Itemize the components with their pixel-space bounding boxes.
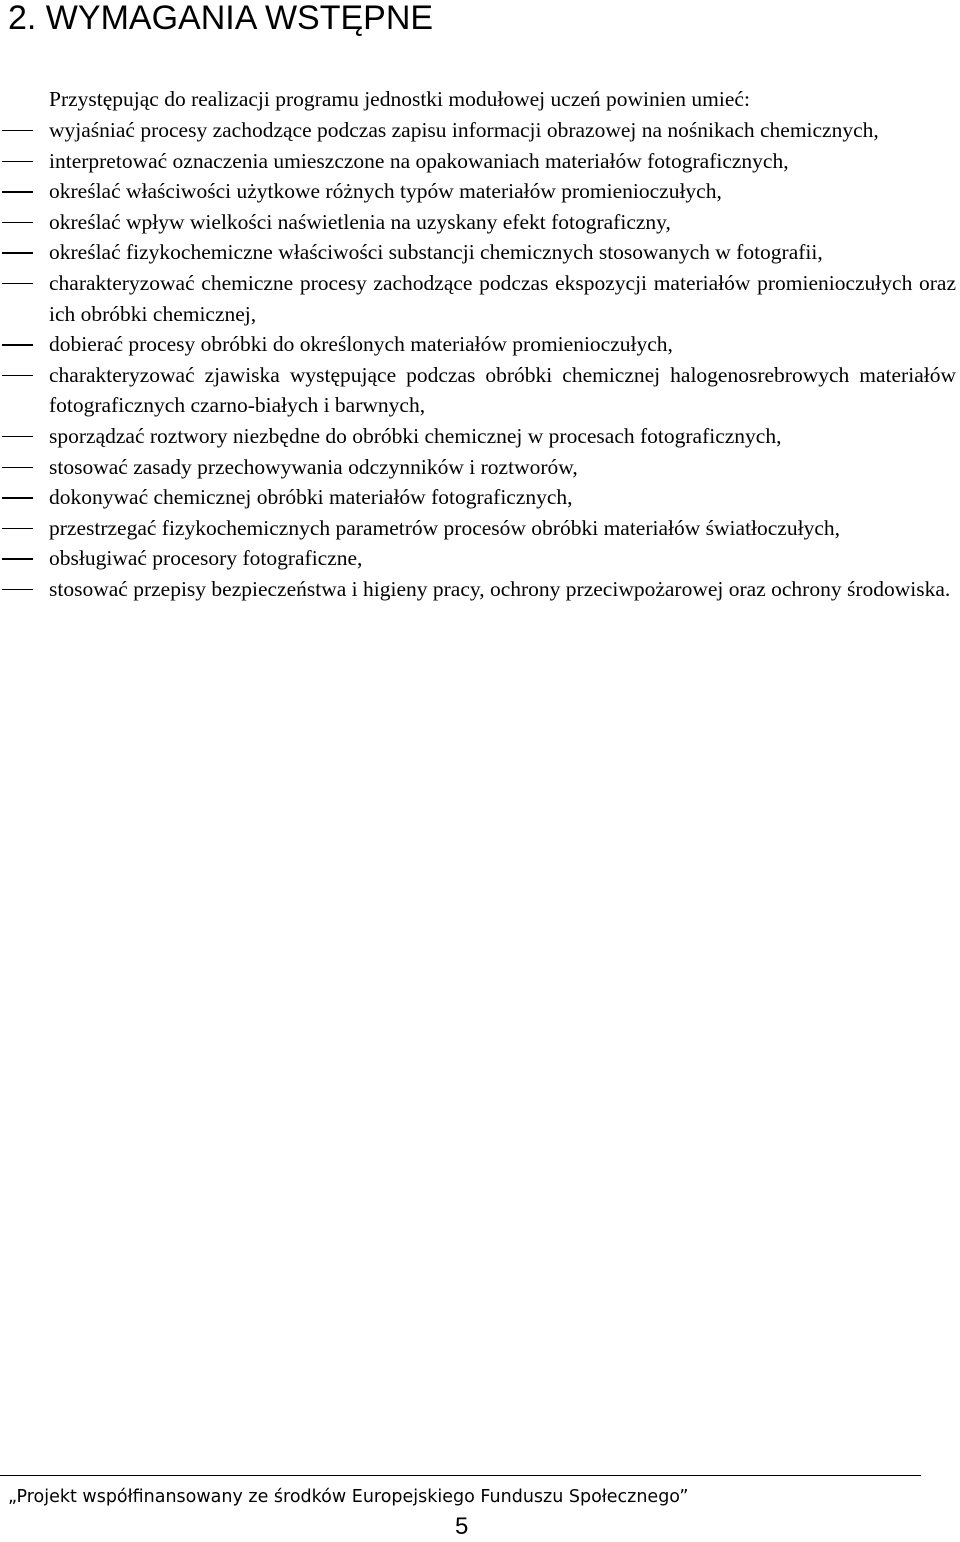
requirement-item [0, 360, 956, 421]
requirement-text: stosować przepisy bezpieczeństwa i higieny pracy, ochrony przeciwpożarowej oraz ochrony środowiska. [49, 576, 951, 601]
requirement-item [0, 543, 956, 574]
requirement-text: obsługiwać procesory fotograficzne, [49, 546, 363, 571]
requirement-text: sporządzać roztwory niezbędne do obróbki chemicznej w procesach fotograficznych, [49, 423, 782, 448]
section-heading: 2. WYMAGANIA WSTĘPNE [8, 0, 434, 37]
intro-text: Przystępując do realizacji programu jednostki modułowej uczeń powinien umieć: [49, 87, 750, 111]
requirement-text: określać wpływ wielkości naświetlenia na uzyskany efekt fotograficzny, [49, 209, 671, 234]
requirement-text: określać właściwości użytkowe różnych typów materiałów promienioczułych, [49, 179, 722, 204]
requirement-item [0, 268, 956, 329]
requirement-text: dobierać procesy obróbki do określonych materiałów promienioczułych, [49, 332, 673, 357]
requirement-text: wyjaśniać procesy zachodzące podczas zapisu informacji obrazowej na nośnikach chemicznych, [49, 118, 879, 142]
footer-funding-note: „Projekt współfinansowany ze środków Europejskiego Funduszu Społecznego” [8, 1487, 689, 1507]
requirement-text: charakteryzować chemiczne procesy zachodzące podczas ekspozycji materiałów promienioczułych oraz ich obróbki chemicznej, [49, 270, 956, 326]
requirement-text: charakteryzować zjawiska występujące podczas obróbki chemicznej halogenosrebrowych materiałów fotograficznych czarno-białych i barwnych, [49, 362, 956, 418]
requirement-item [0, 452, 956, 483]
requirements-list [0, 115, 956, 605]
requirement-text: interpretować oznaczenia umieszczone na opakowaniach materiałów fotograficznych, [49, 148, 789, 173]
footer-divider [0, 1475, 921, 1476]
requirement-text: dokonywać chemicznej obróbki materiałów fotograficznych, [49, 485, 573, 510]
requirement-item [0, 421, 956, 452]
requirement-item [0, 513, 956, 544]
requirement-text: określać fizykochemiczne właściwości substancji chemicznych stosowanych w fotografii, [49, 240, 823, 265]
requirement-item [0, 176, 956, 207]
requirement-item [0, 237, 956, 268]
page-number: 5 [455, 1513, 469, 1540]
requirement-item [0, 574, 956, 605]
requirement-item [0, 115, 956, 146]
requirement-item [0, 329, 956, 360]
requirement-item [0, 482, 956, 513]
requirement-item [0, 146, 956, 177]
requirement-text: stosować zasady przechowywania odczynników i roztworów, [49, 454, 578, 479]
requirement-item [0, 207, 956, 238]
requirement-text: przestrzegać fizykochemicznych parametrów procesów obróbki materiałów światłoczułych, [49, 515, 840, 540]
